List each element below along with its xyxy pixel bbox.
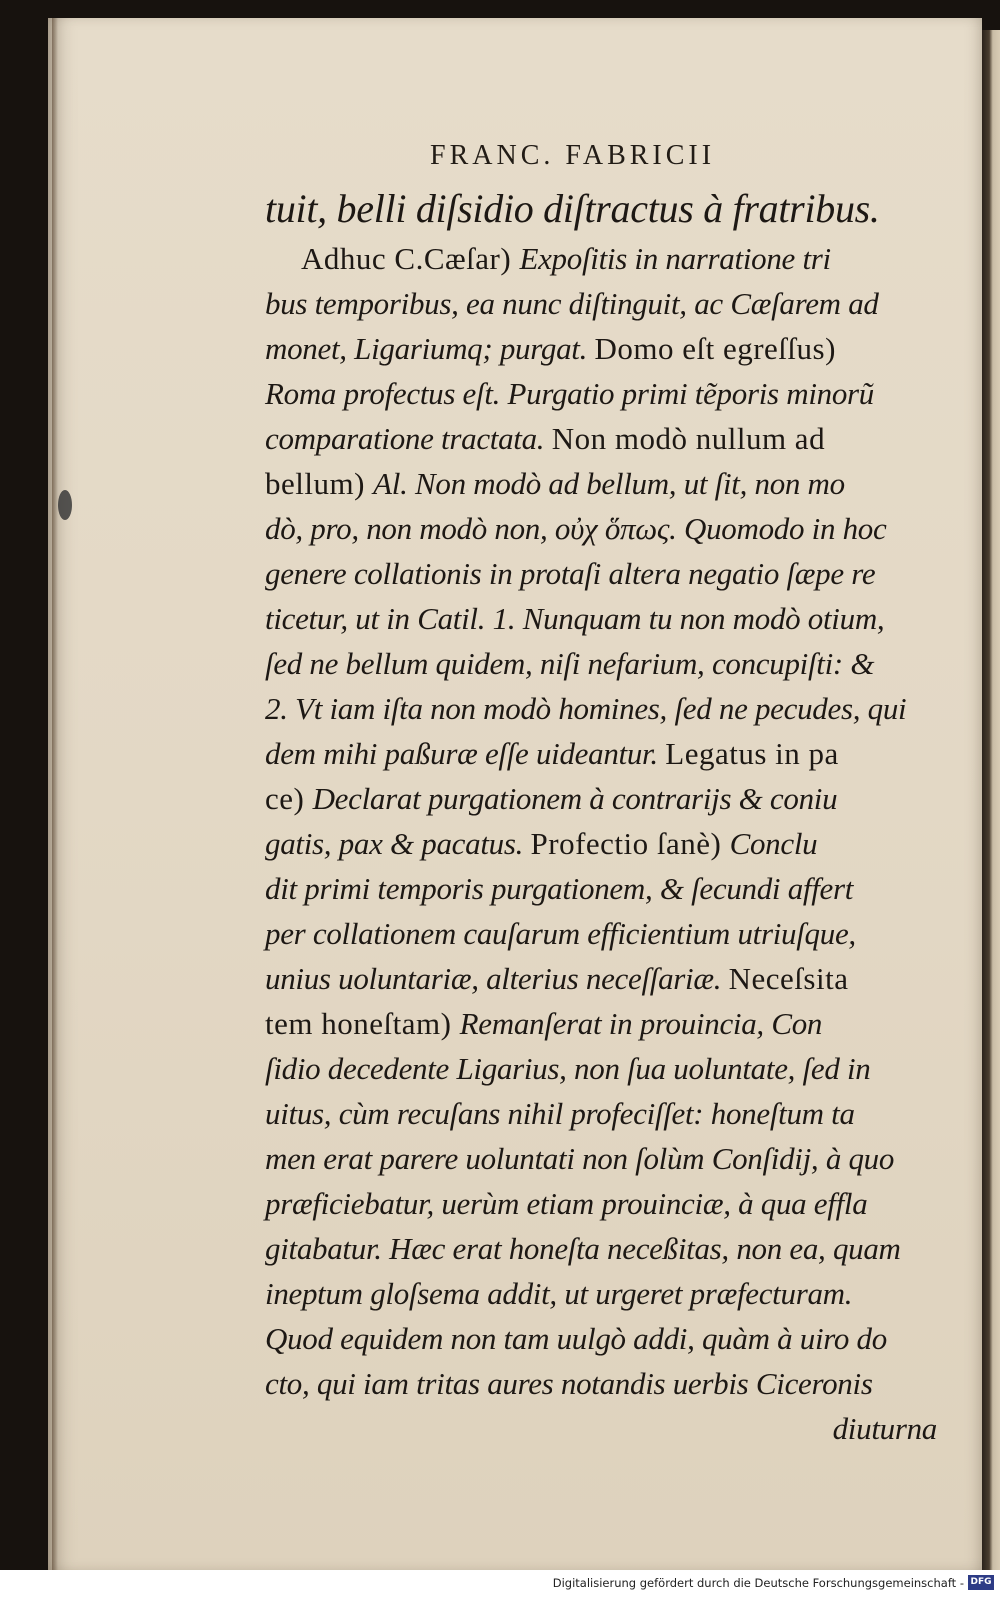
text-line xyxy=(265,1316,945,1361)
commentary-text: uitus, cùm recuſans nihil profeciſſet: honeſtum ta xyxy=(265,1096,855,1131)
commentary-text: genere collationis in protaſi altera negatio ſæpe re xyxy=(265,556,876,591)
text-line xyxy=(265,686,945,731)
lemma-text: tem honeſtam) xyxy=(265,1006,460,1041)
text-line xyxy=(265,596,945,641)
commentary-text: 2. Vt iam iſta non modò homines, ſed ne pecudes, qui xyxy=(265,691,907,726)
text-line xyxy=(265,1136,945,1181)
commentary-text: gatis, pax & pacatus. xyxy=(265,826,531,861)
footer-bar xyxy=(0,1570,1000,1597)
commentary-text: gitabatur. Hæc erat honeſta neceßitas, non ea, quam xyxy=(265,1231,901,1266)
lemma-text: Domo eſt egreſſus) xyxy=(594,331,836,366)
commentary-text: ineptum gloſsema addit, ut urgeret præfecturam. xyxy=(265,1276,853,1311)
text-line xyxy=(265,326,945,371)
ink-blot xyxy=(58,490,72,520)
text-line xyxy=(265,281,945,326)
text-line xyxy=(265,182,945,236)
commentary-text: præficiebatur, uerùm etiam prouinciæ, à qua efflа xyxy=(265,1186,868,1221)
commentary-text: tuit, belli diſsidio diſtractus à fratribus. xyxy=(265,186,880,231)
text-line xyxy=(265,1406,945,1451)
lemma-text: Neceſsita xyxy=(728,961,849,996)
commentary-text: Roma profectus eſt. Purgatio primi tẽporis minorũ xyxy=(265,376,875,411)
text-line xyxy=(265,506,945,551)
text-line xyxy=(265,1001,945,1046)
commentary-text: Al. Non modò ad bellum, ut ſit, non mo xyxy=(373,466,845,501)
text-line xyxy=(265,641,945,686)
commentary-text: per collationem cauſarum efficientium utriuſque, xyxy=(265,916,856,951)
text-line xyxy=(265,236,945,281)
text-line xyxy=(265,1226,945,1271)
lemma-text: Legatus in pa xyxy=(665,736,839,771)
commentary-text: bus temporibus, ea nunc diſtinguit, ac Cæſarem ad xyxy=(265,286,879,321)
commentary-text: ſed ne bellum quidem, niſi nefarium, concupiſti: & xyxy=(265,646,875,681)
commentary-text: Conclu xyxy=(729,826,818,861)
text-line xyxy=(265,731,945,776)
text-line xyxy=(265,1091,945,1136)
text-line xyxy=(265,1271,945,1316)
commentary-text: comparatione tractata. xyxy=(265,421,552,456)
lemma-text: Non modò nullum ad xyxy=(551,421,826,456)
text-line xyxy=(265,866,945,911)
commentary-text: unius uoluntariæ, alterius neceſſariæ. xyxy=(265,961,729,996)
commentary-text: Declarat purgationem à contrarijs & coniu xyxy=(312,781,838,816)
commentary-text: ticetur, ut in Catil. 1. Nunquam tu non modò otium, xyxy=(265,601,885,636)
text-line xyxy=(265,1181,945,1226)
text-line xyxy=(265,1046,945,1091)
commentary-text: dò, pro, non modò non, οὐχ ὅπως. Quomodo in hoc xyxy=(265,511,887,546)
page-gutter-shadow xyxy=(52,18,58,1570)
text-line xyxy=(265,461,945,506)
text-line xyxy=(265,416,945,461)
text-line xyxy=(265,371,945,416)
commentary-text: men erat parere uoluntati non ſolùm Conſidij, à quo xyxy=(265,1141,895,1176)
commentary-text: Quod equidem non tam uulgò addi, quàm à uiro do xyxy=(265,1321,887,1356)
commentary-text: dem mihi paßuræ eſſe uideantur. xyxy=(265,736,666,771)
text-line xyxy=(265,911,945,956)
running-head: FRANC. FABRICII xyxy=(430,140,716,171)
lemma-text: bellum) xyxy=(265,466,374,501)
funding-credit: Digitalisierung gefördert durch die Deutsche Forschungsgemeinschaft - xyxy=(552,1576,964,1590)
text-line xyxy=(265,1361,945,1406)
commentary-text: Expoſitis in narratione tri xyxy=(519,241,831,276)
text-line xyxy=(265,551,945,596)
commentary-text: diuturna xyxy=(832,1411,937,1446)
commentary-text: ſidio decedente Ligarius, non ſua uoluntate, ſed in xyxy=(265,1051,871,1086)
dfg-logo-icon: DFG xyxy=(968,1575,994,1590)
lemma-text: Adhuc C.Cæſar) xyxy=(301,241,520,276)
body-text xyxy=(265,182,945,1451)
text-line xyxy=(265,956,945,1001)
commentary-text: monet, Ligariumq; purgat. xyxy=(265,331,595,366)
commentary-text: dit primi temporis purgationem, & ſecundi affert xyxy=(265,871,854,906)
book-edge xyxy=(982,30,1000,1570)
commentary-text: cto, qui iam tritas aures notandis uerbis Ciceronis xyxy=(265,1366,873,1401)
lemma-text: Profectio ſanè) xyxy=(530,826,730,861)
text-line xyxy=(265,821,945,866)
commentary-text: Remanſerat in prouincia, Con xyxy=(459,1006,823,1041)
text-line xyxy=(265,776,945,821)
lemma-text: ce) xyxy=(265,781,313,816)
